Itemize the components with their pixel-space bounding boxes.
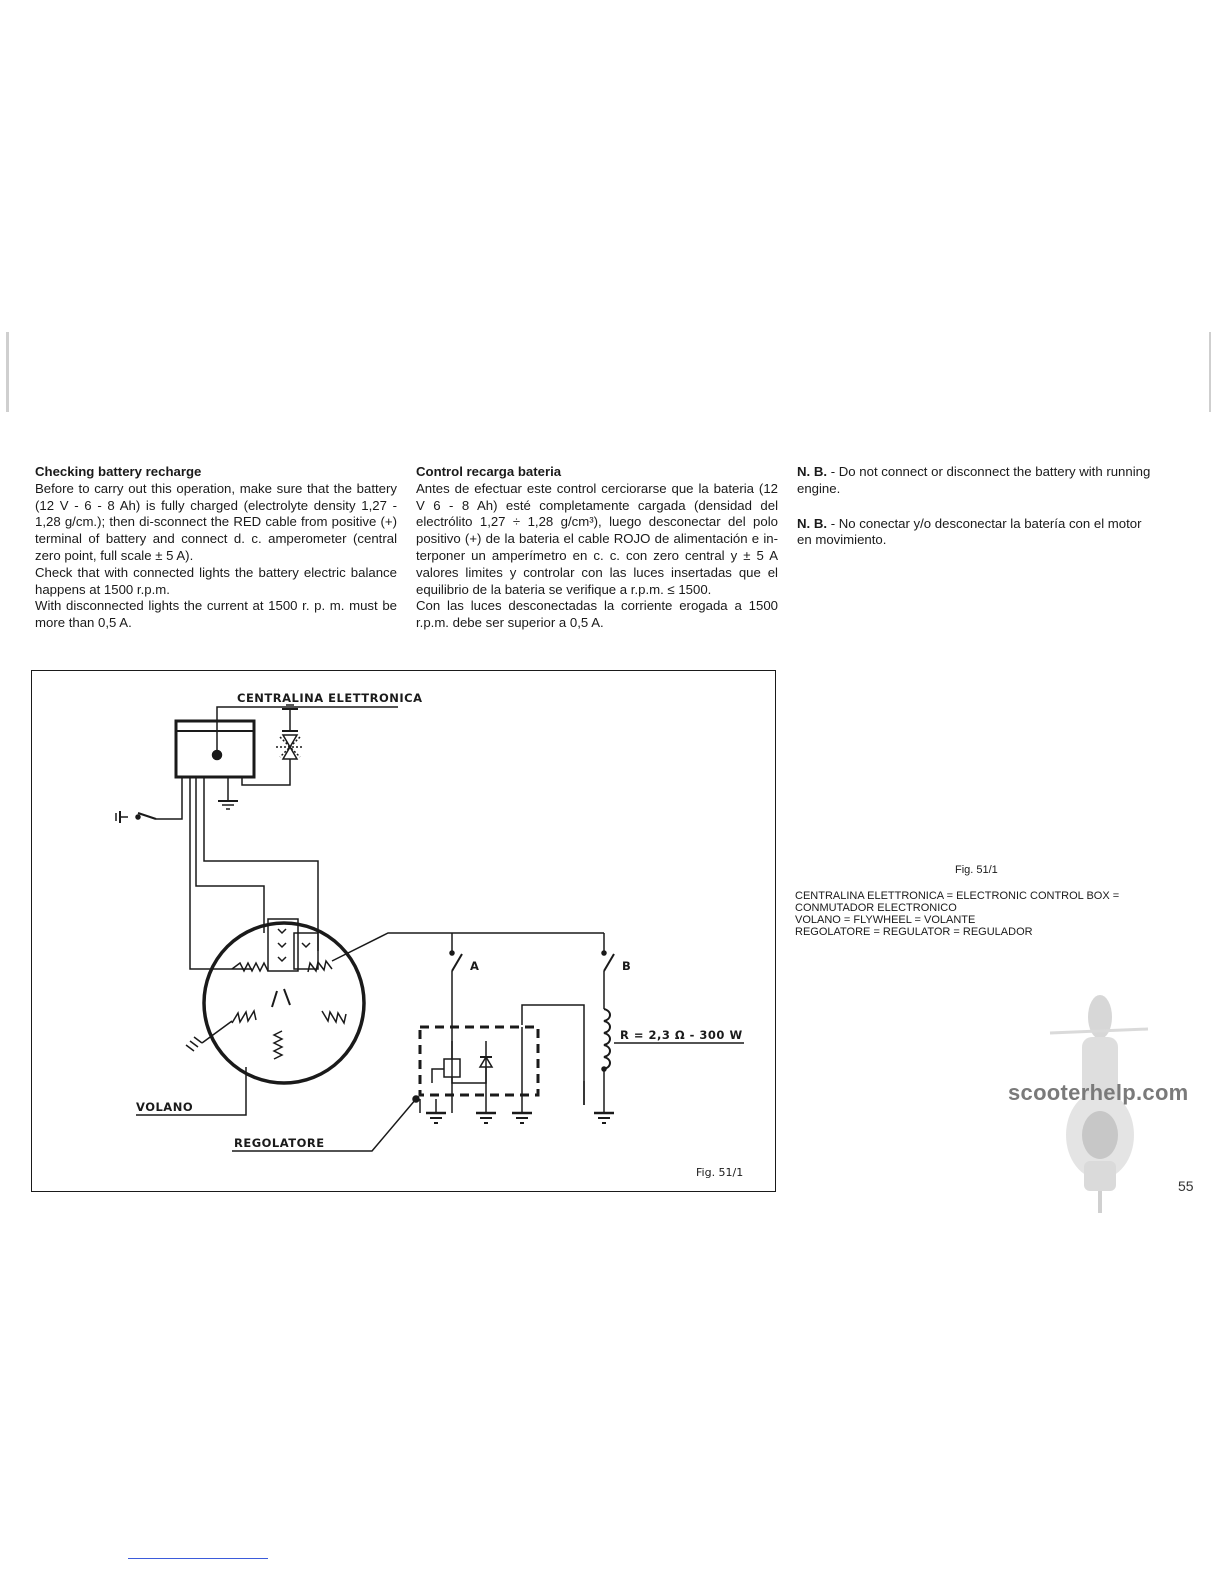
lamp-return-wire xyxy=(242,759,290,785)
wiring-diagram xyxy=(32,671,777,1193)
key-switch-icon xyxy=(136,815,140,819)
lamp-icon xyxy=(283,747,297,759)
stator-core-icon xyxy=(272,991,277,1007)
control-box-label: CENTRALINA ELETTRONICA xyxy=(237,691,423,705)
box-wire xyxy=(190,777,252,969)
regulator-label: REGOLATORE xyxy=(234,1136,325,1150)
stator-coil-icon xyxy=(274,1031,282,1059)
legend-line: CONMUTADOR ELECTRONICO xyxy=(795,902,957,914)
legend-line: CENTRALINA ELETTRONICA = ELECTRONIC CONTROL BOX = xyxy=(795,890,1120,902)
stator-core-icon xyxy=(284,989,290,1005)
lamp-icon xyxy=(283,735,297,747)
diode-icon xyxy=(302,943,310,947)
regulator-box xyxy=(420,1027,538,1095)
switch-a-label: A xyxy=(470,959,480,973)
right-edge-mark xyxy=(1209,332,1211,412)
note-spanish xyxy=(797,516,1159,550)
switch-a-contact xyxy=(450,951,454,955)
note-text: - No conectar y/o desconectar la batería con el motor en movimiento. xyxy=(797,515,1142,548)
english-heading: Checking battery recharge xyxy=(35,464,202,479)
english-paragraph: With disconnected lights the current at 1500 r. p. m. must be more than 0,5 A. xyxy=(35,598,397,631)
stator-coil-icon xyxy=(322,1011,346,1023)
flywheel-icon xyxy=(204,923,364,1083)
wiring-diagram-frame xyxy=(31,670,776,1192)
english-column xyxy=(35,464,397,632)
notes-column xyxy=(797,464,1159,567)
note-english xyxy=(797,464,1159,498)
stator-coil-icon xyxy=(308,961,332,972)
legend-line: REGOLATORE = REGULATOR = REGULADOR xyxy=(795,926,1033,938)
switch-b-icon xyxy=(604,954,614,971)
note-label: N. B. xyxy=(797,464,828,479)
spanish-paragraph: Antes de efectuar este control cerciorarse que la bateria (12 V 6 - 8 Ah) esté completamente cargada (densidad del electrólito 1,27 ÷ 1,28 g/cm³), luego desconectar del polo positivo (+) de la bateria el cable ROJO de alimentación e in-terponer un amperímetro en c. c. con zero central y ± 5 A valores limites y controlar con las luces insertadas que el equilibrio de la bateria se verifique a r.p.m. ≤ 1500. xyxy=(416,480,778,597)
diode-icon xyxy=(278,929,286,961)
figure-legend-title: Fig. 51/1 xyxy=(955,864,998,876)
stator-coil-icon xyxy=(232,1011,256,1023)
control-box xyxy=(176,721,254,777)
figure-legend xyxy=(795,864,1175,938)
watermark-text: scooterhelp.com xyxy=(1008,1080,1189,1105)
note-label: N. B. xyxy=(797,515,828,531)
diagram-caption: Fig. 51/1 xyxy=(696,1166,744,1179)
generator-output-wire xyxy=(332,933,604,961)
ground-icon xyxy=(186,1037,202,1051)
resistor-tap-wire xyxy=(522,1005,584,1105)
regulator-inner-wire xyxy=(432,1069,444,1083)
page-number: 55 xyxy=(1178,1178,1194,1194)
resistor-label: R = 2,3 Ω - 300 W xyxy=(620,1028,743,1042)
english-paragraph: Check that with connected lights the battery electric balance happens at 1500 r.p.m. xyxy=(35,564,397,597)
note-text: - Do not connect or disconnect the battery with running engine. xyxy=(797,464,1151,496)
legend-line: VOLANO = FLYWHEEL = VOLANTE xyxy=(795,914,976,926)
stator-coil-icon xyxy=(232,963,268,971)
ground-icon xyxy=(426,1099,614,1123)
link-underline xyxy=(128,1558,268,1559)
spanish-heading: Control recarga bateria xyxy=(416,464,562,479)
key-switch-icon xyxy=(138,813,156,819)
switch-b-label: B xyxy=(622,959,632,973)
resistor-icon xyxy=(604,1009,610,1069)
key-switch-wire xyxy=(156,777,182,819)
switch-a-icon xyxy=(452,954,462,971)
resistor-node xyxy=(602,1067,606,1071)
flywheel-label: VOLANO xyxy=(136,1100,194,1114)
spanish-paragraph: Con las luces desconectadas la corriente erogada a 1500 r.p.m. debe ser superior a 0,5 A. xyxy=(416,598,778,631)
english-paragraph: Before to carry out this operation, make sure that the battery (12 V - 6 - 8 Ah) is fully charged (electrolyte density 1,27 - 1,28 g/cm.); then di-sconnect the RED cable from positive (+) terminal of battery and connect d. c. amperometer (central zero point, full scale ± 5 A). xyxy=(35,480,397,563)
switch-b-contact xyxy=(602,951,606,955)
left-edge-mark xyxy=(6,332,9,412)
spanish-column xyxy=(416,464,778,632)
